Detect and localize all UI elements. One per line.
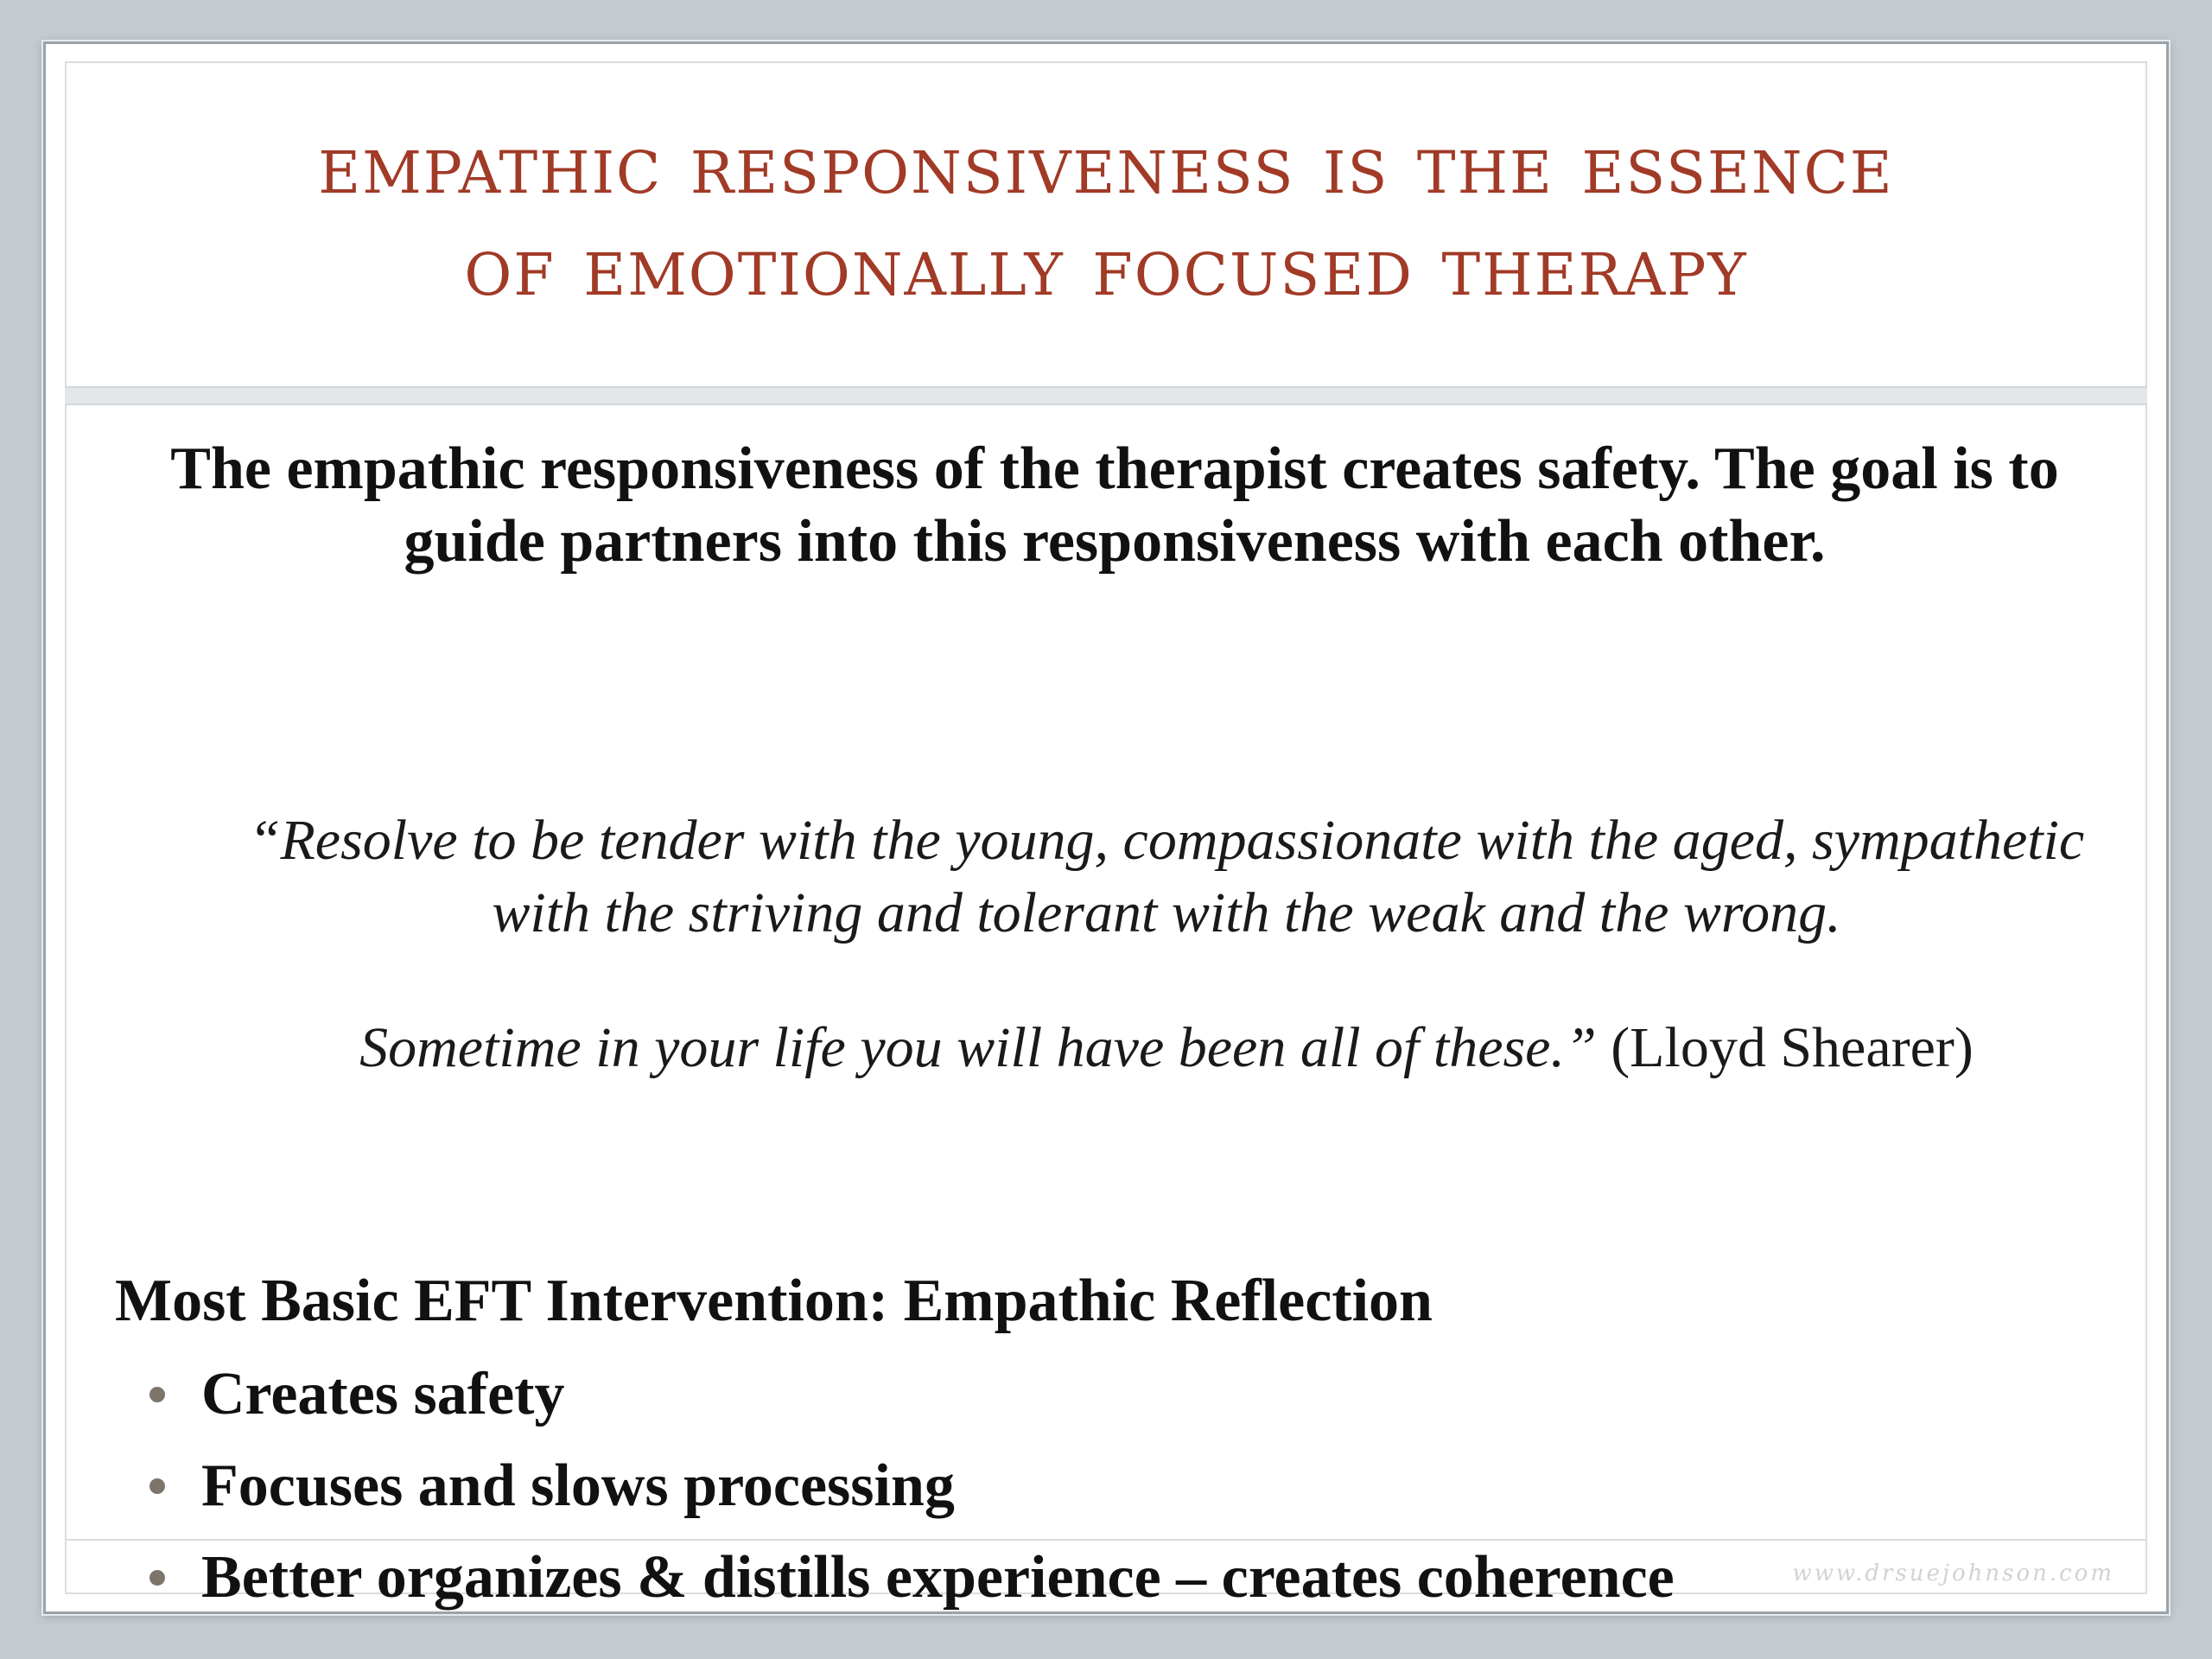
list-item [201,1532,1675,1624]
slide-title [46,113,2166,317]
bullet-text: Creates safety [201,1361,565,1427]
title-line-2: of emotionally focused therapy [464,218,1748,315]
quote-line-2-wrap [227,1012,2106,1084]
bullet-text: Better organizes & distills experience – creates coherence [201,1544,1675,1611]
quote-block [227,804,2106,1084]
title-divider [65,386,2147,405]
bullet-dot-icon [149,1570,165,1586]
quote-author: (Lloyd Shearer) [1611,1016,1974,1079]
slide [43,41,2169,1614]
lead-statement: The empathic responsiveness of the therapist creates safety. The goal is to guide partners into this responsiveness with each other. [170,435,2059,575]
bullet-text: Focuses and slows processing [201,1452,955,1519]
title-line-1: empathic responsiveness is the essence [318,116,1894,213]
quote-line-2: Sometime in your life you will have been all of these.” [359,1016,1597,1079]
bullet-dot-icon [149,1478,165,1494]
list-item [201,1440,1675,1532]
list-item [201,1349,1675,1440]
bullet-list [201,1349,1675,1624]
quote-line-1: “Resolve to be tender with the young, compassionate with the aged, sympathetic with the striving and tolerant with the weak and the wrong. [248,809,2085,944]
bullet-dot-icon [149,1387,165,1402]
footer-divider [65,1539,2147,1541]
section-heading: Most Basic EFT Intervention: Empathic Reflection [115,1268,1433,1334]
watermark: www.drsuejohnson.com [1792,1560,2114,1586]
